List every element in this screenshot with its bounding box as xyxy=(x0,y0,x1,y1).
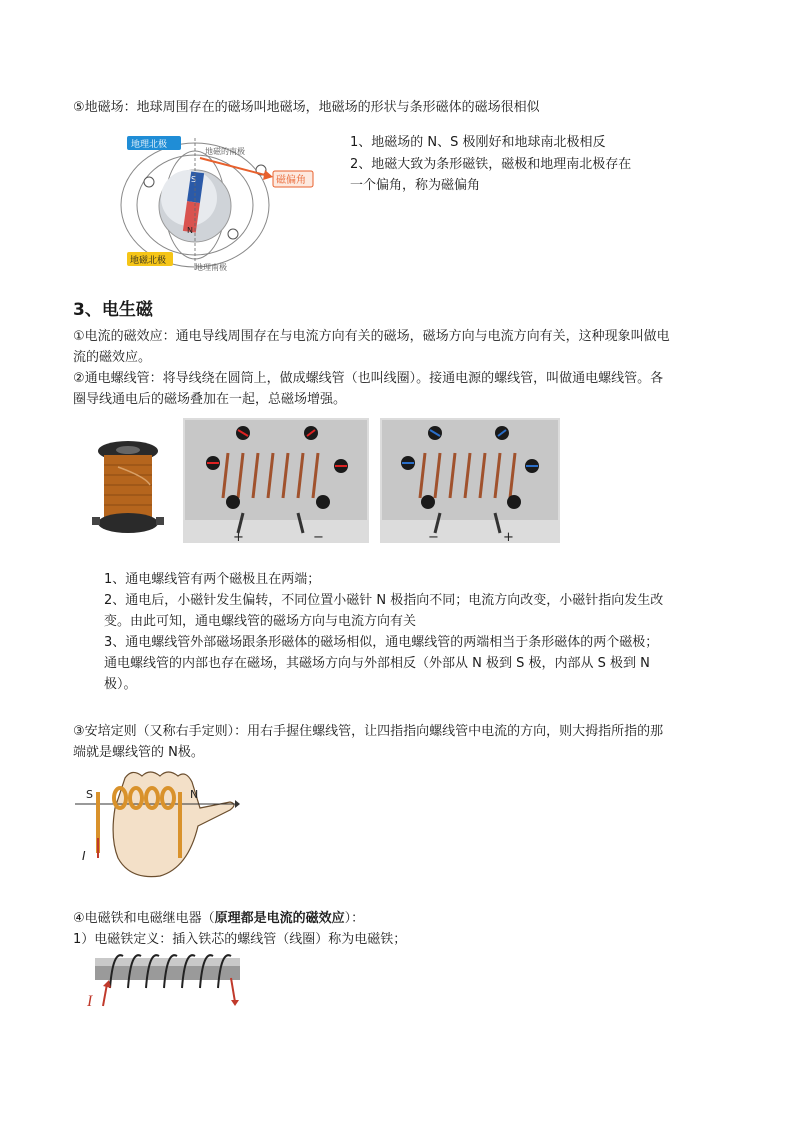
electromagnet-figure xyxy=(85,948,245,1008)
geo-note-1: 1、地磁场的 N、S 极刚好和地球南北极相反 xyxy=(350,135,606,150)
geo-note-3: 一个偏角，称为磁偏角 xyxy=(350,178,481,193)
geomagnetic-figure xyxy=(115,130,315,280)
geo-heading: ⑤地磁场：地球周围存在的磁场叫地磁场，地磁场的形状与条形磁体的磁场很相似 xyxy=(73,100,540,115)
hand-i-label: I xyxy=(82,849,86,863)
mag-south-label: 地磁的南极 xyxy=(205,147,245,156)
p4-suffix: ）： xyxy=(344,911,365,926)
photo1-plus: + xyxy=(233,530,244,543)
coil-photo xyxy=(88,437,168,537)
declination-label: 磁偏角 xyxy=(276,175,306,186)
geo-note-2: 2、地磁大致为条形磁铁，磁极和地理南北极存在 xyxy=(350,157,632,172)
geo-north-label: 地理北极 xyxy=(131,140,168,150)
list-item-3b: 通电螺线管的内部也存在磁场，其磁场方向与外部相反（外部从 N 极到 S 极，内部从 S 极到 N xyxy=(104,656,650,671)
p4-bold: 原理都是电流的磁效应 xyxy=(214,911,345,926)
p4-heading xyxy=(73,909,364,929)
list-item-2b: 变。由此可知，通电螺线管的磁场方向与电流方向有关 xyxy=(104,614,417,629)
p2-line2: 圈导线通电后的磁场叠加在一起，总磁场增强。 xyxy=(73,392,347,407)
p1-line1: ①电流的磁效应：通电导线周围存在与电流方向有关的磁场，磁场方向与电流方向有关，这种现象叫做电 xyxy=(73,329,670,344)
right-hand-rule-figure xyxy=(70,768,240,883)
photo2-minus: − xyxy=(428,530,439,543)
list-item-2a: 2、通电后，小磁针发生偏转，不同位置小磁针 N 极指向不同；电流方向改变，小磁针指向发生改 xyxy=(104,593,664,608)
hand-s-label: S xyxy=(86,788,93,801)
rule-line2: 端就是螺线管的 N极。 xyxy=(73,745,204,760)
list-item-3a: 3、通电螺线管外部磁场跟条形磁体的磁场相似，通电螺线管的两端相当于条形磁体的两个磁极； xyxy=(104,635,659,650)
solenoid-photo-2 xyxy=(380,418,560,543)
hand-n-label: N xyxy=(190,788,199,801)
photo1-minus: − xyxy=(313,530,324,543)
pole-n-label: N xyxy=(187,226,193,235)
list-item-1: 1、通电螺线管有两个磁极且在两端； xyxy=(104,572,321,587)
section-title: 3、电生磁 xyxy=(73,300,153,320)
p4-prefix: ④电磁铁和电磁继电器（ xyxy=(73,911,215,926)
mag-north-label: 地磁北极 xyxy=(130,256,167,266)
solenoid-photo-1 xyxy=(183,418,369,543)
p4-item1: 1）电磁铁定义：插入铁芯的螺线管（线圈）称为电磁铁； xyxy=(73,932,407,947)
rule-line1: ③安培定则（又称右手定则）：用右手握住螺线管，让四指指向螺线管中电流的方向，则大拇指所指的那 xyxy=(73,724,664,739)
pole-s-label: S xyxy=(191,175,197,184)
photo2-plus: + xyxy=(503,530,514,543)
p1-line2: 流的磁效应。 xyxy=(73,350,152,365)
list-item-3c: 极）。 xyxy=(104,677,137,692)
p2-line1: ②通电螺线管：将导线绕在圆筒上，做成螺线管（也叫线圈）。接通电源的螺线管，叫做通电螺线管。各 xyxy=(73,371,664,386)
coil-i-label: I xyxy=(87,993,93,1008)
geo-south-label: 地理南极 xyxy=(195,263,227,272)
